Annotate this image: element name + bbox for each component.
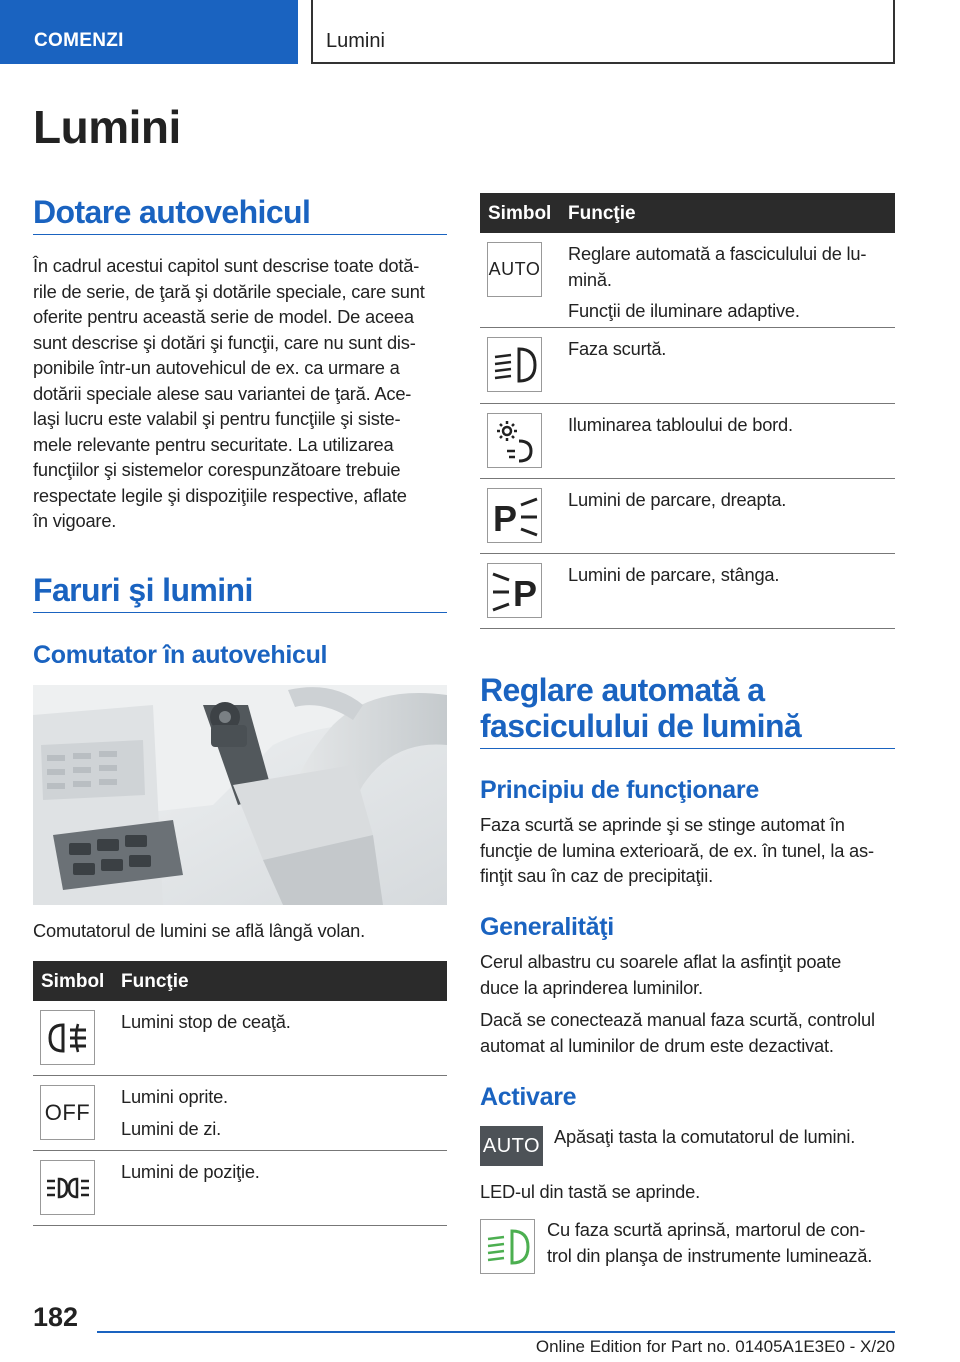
auto-symbol-text: AUTO [488, 259, 541, 279]
row-text: Funcţii de iluminare adaptive. [568, 300, 800, 321]
off-symbol-text: OFF [44, 1099, 91, 1125]
text-line: în vigoare. [33, 510, 117, 531]
row-text: Lumini oprite. [121, 1086, 228, 1107]
text-line: mele relevante pentru securitate. La utilizarea [33, 433, 394, 455]
text-line: duce la aprinderea luminilor. [480, 976, 703, 998]
text-line: Dacă se conectează manual faza scurtă, controlul [480, 1009, 875, 1030]
table-row [33, 1151, 447, 1226]
row-text: Faza scurtă. [568, 338, 667, 359]
text-line: Faza scurtă se aprinde şi se stinge automat în [480, 814, 845, 835]
dashboard-illumination-icon [487, 413, 542, 468]
table-row [480, 404, 895, 479]
table-header [480, 193, 895, 233]
right-symbol-table [480, 193, 895, 629]
row-text: Lumini stop de ceaţă. [121, 1011, 291, 1032]
text-line: respectate legile şi dispoziţiile respective, aflate [33, 484, 407, 506]
position-light-icon [40, 1160, 95, 1215]
left-symbol-table [33, 961, 447, 1226]
row-text: Reglare automată a fasciculului de lu- [568, 243, 867, 264]
auto-beam-heading-block [480, 672, 895, 749]
svg-text:P: P [512, 572, 537, 612]
auto-button-icon [480, 1126, 543, 1166]
footer-edition: Online Edition for Part no. 01405A1E3E0 - X/20 [535, 1337, 895, 1356]
auto-beam-heading-line1: Reglare automată a [480, 672, 765, 708]
text-line: dotării speciale alese sau variantei de ţară. Ace- [33, 382, 412, 404]
row-text: Iluminarea tabloului de bord. [568, 414, 793, 435]
principle-heading: Principiu de funcţionare [480, 776, 759, 804]
table-header [33, 961, 447, 1001]
lights-heading-block [33, 572, 447, 613]
off-icon [40, 1085, 95, 1140]
page-number: 182 [33, 1302, 79, 1332]
row-text: Lumini de parcare, dreapta. [568, 489, 787, 510]
auto-icon [487, 242, 542, 297]
footer-divider [97, 1331, 895, 1333]
parking-light-left-icon [487, 563, 542, 618]
table-row [33, 1001, 447, 1076]
svg-text:P: P [492, 497, 517, 537]
col-symbol: Simbol [41, 971, 105, 992]
text-line: rile de serie, de ţară şi dotările speciale, care sunt [33, 280, 425, 302]
text-line: Cu faza scurtă aprinsă, martorul de con- [547, 1219, 866, 1240]
section-tab[interactable] [0, 0, 298, 64]
text-line: funcţie de lumina exterioară, de ex. în tunel, la as- [480, 839, 874, 861]
chapter-title: Lumini [326, 30, 385, 52]
equipment-text [33, 253, 447, 534]
table-row [480, 233, 895, 328]
text-line: sunt descrise şi dotări şi funcţii, care nu sunt dis- [33, 331, 416, 353]
principle-text [480, 812, 895, 889]
low-beam-indicator-icon [480, 1219, 535, 1274]
table-row [480, 328, 895, 404]
low-beam-icon [487, 337, 542, 392]
switch-heading: Comutator în autovehicul [33, 641, 328, 669]
text-line: automat al luminilor de drum este dezactivat. [480, 1034, 834, 1056]
general-text-1 [480, 949, 895, 1000]
text-line: finţit sau în caz de precipitaţii. [480, 865, 714, 886]
text-line: oferite pentru această serie de model. De aceea [33, 306, 414, 327]
rear-fog-light-icon [40, 1010, 95, 1065]
auto-button-label: AUTO [482, 1134, 541, 1157]
text-line: În cadrul acestui capitol sunt descrise toate dotă- [33, 255, 420, 276]
led-text: LED-ul din tastă se aprinde. [480, 1181, 700, 1202]
light-switch-photo [33, 685, 447, 905]
text-line: funcţiilor şi sistemelor corespunzătoare trebuie [33, 459, 401, 480]
text-line: Cerul albastru cu soarele aflat la asfinţit poate [480, 951, 842, 972]
activation-text: Apăsaţi tasta la comutatorul de lumini. [554, 1126, 856, 1147]
text-line: trol din planşa de instrumente luminează. [547, 1244, 873, 1266]
auto-beam-heading-line2: fasciculului de lumină [480, 708, 895, 749]
lowbeam-text [547, 1217, 895, 1268]
col-symbol: Simbol [488, 203, 552, 224]
row-text: Lumini de poziţie. [121, 1161, 260, 1182]
text-line: laşi lucru este valabil şi pentru funcţiile şi siste- [33, 408, 401, 429]
parking-light-right-icon [487, 488, 542, 543]
photo-caption: Comutatorul de lumini se află lângă volan. [33, 920, 366, 941]
equipment-heading-block [33, 194, 447, 235]
activation-heading: Activare [480, 1083, 577, 1111]
chapter-header [311, 0, 895, 64]
col-function: Funcţie [121, 971, 189, 992]
page-title: Lumini [33, 101, 181, 153]
table-row [33, 1076, 447, 1151]
general-text-2 [480, 1007, 895, 1058]
row-text: Lumini de zi. [121, 1117, 222, 1139]
lights-heading: Faruri şi lumini [33, 572, 447, 613]
general-heading: Generalităţi [480, 913, 614, 941]
section-tab-label: COMENZI [34, 30, 124, 51]
row-text: mină. [568, 268, 612, 290]
table-row [480, 554, 895, 629]
col-function: Funcţie [568, 203, 636, 224]
equipment-heading: Dotare autovehicul [33, 194, 447, 235]
row-text: Lumini de parcare, stânga. [568, 564, 780, 585]
table-row [480, 479, 895, 554]
text-line: ponibile într-un autovehicul de ex. ca urmare a [33, 357, 400, 378]
